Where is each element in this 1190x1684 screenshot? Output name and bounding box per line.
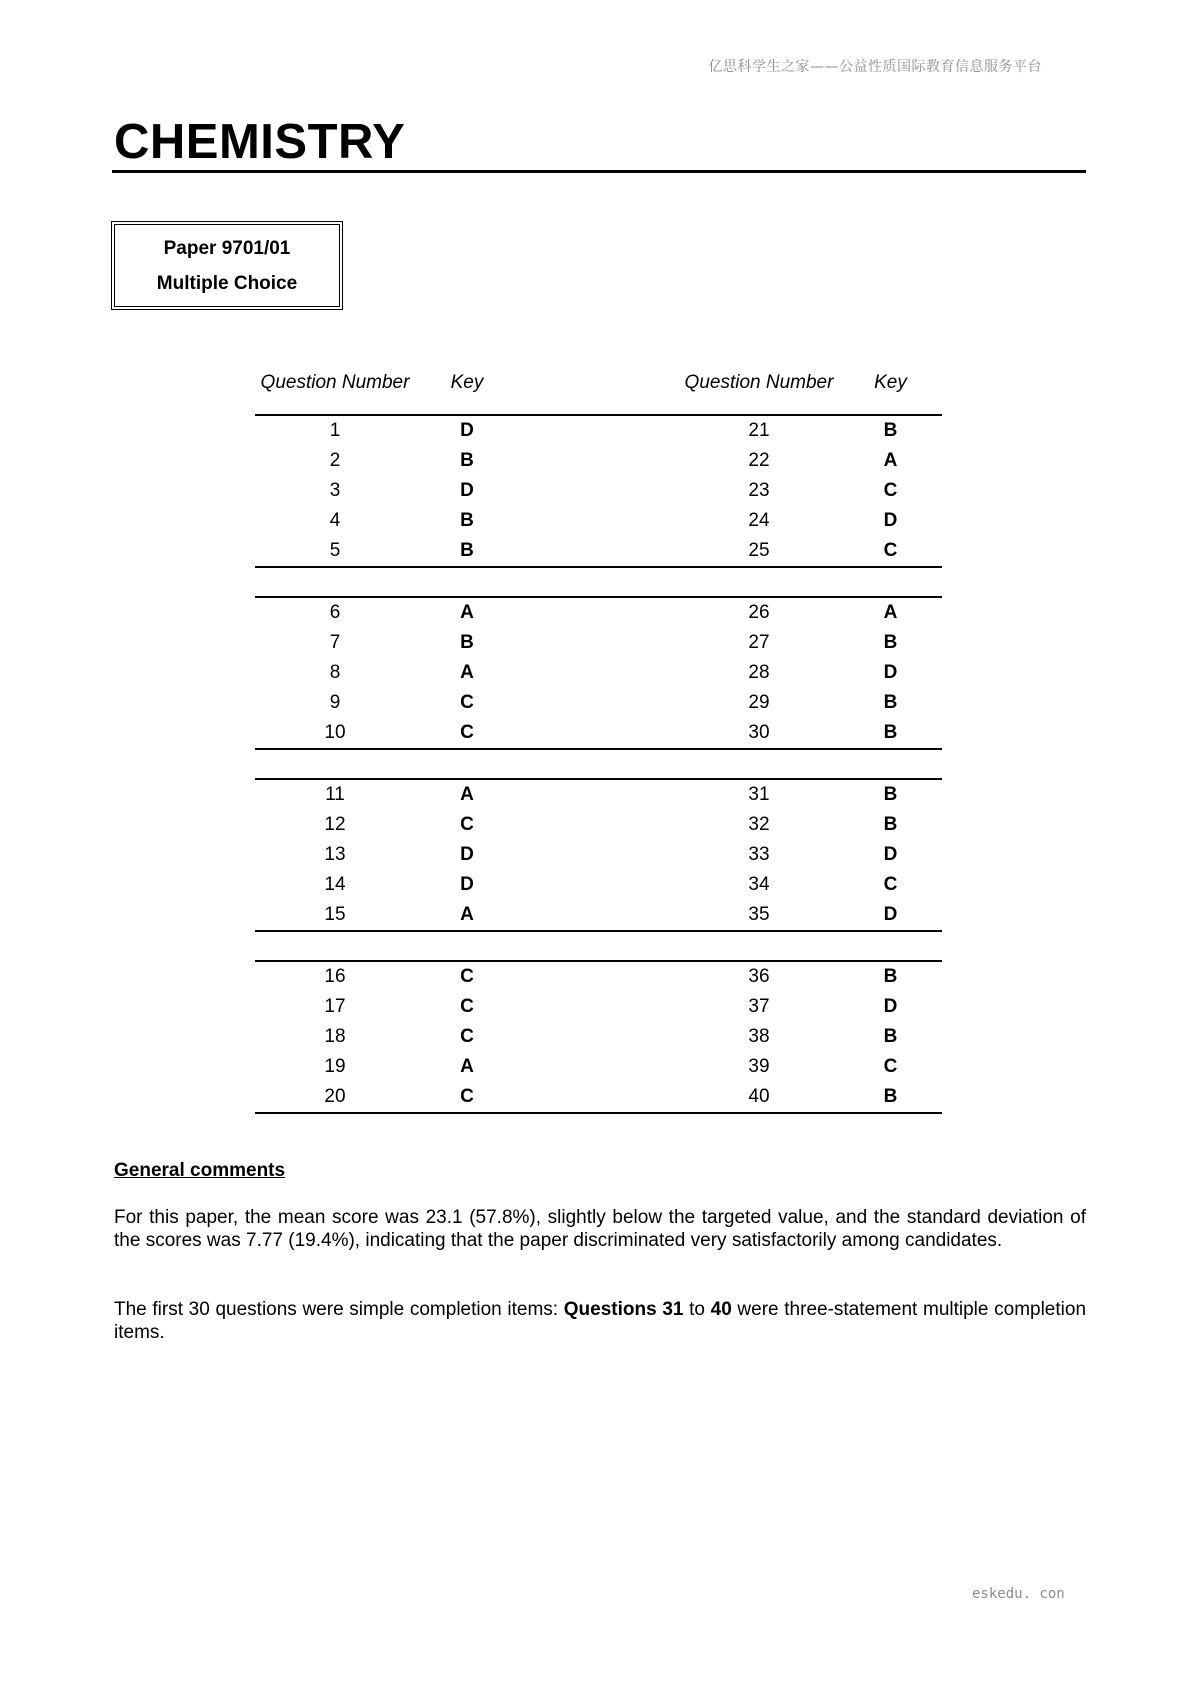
- question-number-cell: 33: [748, 844, 770, 865]
- spacer-cell: [519, 597, 679, 628]
- spacer-cell: [519, 718, 679, 749]
- watermark-footer: eskedu. con: [972, 1586, 1065, 1602]
- question-number-cell: 5: [255, 536, 415, 567]
- answer-key-cell: D: [883, 510, 898, 531]
- column-header-question-number: Question Number: [255, 350, 415, 415]
- answer-key-cell: C: [415, 961, 519, 992]
- question-number-cell: 37: [748, 996, 770, 1017]
- spacer-cell: [519, 900, 679, 931]
- spacer-cell: [519, 476, 679, 506]
- watermark-header: 亿思科学生之家——公益性质国际教育信息服务平台: [708, 59, 1042, 75]
- general-comments-heading: General comments: [114, 1160, 286, 1181]
- paper-info-box: [111, 221, 343, 310]
- group-separator: [255, 749, 942, 779]
- answer-key-cell: D: [460, 420, 474, 441]
- spacer-cell: [519, 1022, 679, 1052]
- answer-key-cell: B: [883, 420, 898, 441]
- spacer-cell: [519, 870, 679, 900]
- answer-key-cell: C: [460, 814, 474, 835]
- table-row: [255, 1082, 942, 1113]
- table-row: [255, 810, 942, 840]
- table-row: [255, 476, 942, 506]
- table-row: [255, 961, 942, 992]
- question-number-cell: 4: [329, 510, 341, 531]
- answer-key-cell: C: [415, 718, 519, 749]
- paper-type: Multiple Choice: [156, 273, 298, 294]
- answer-key-cell: C: [883, 1056, 898, 1077]
- question-number-cell: 21: [748, 420, 770, 441]
- column-header-question-number: Question Number: [679, 350, 839, 415]
- table-row: [255, 688, 942, 718]
- question-number-cell: 36: [679, 961, 839, 992]
- question-number-cell: 2: [329, 450, 341, 471]
- spacer-cell: [519, 628, 679, 658]
- column-spacer: [519, 350, 679, 415]
- column-header-key: Key: [839, 350, 942, 415]
- answer-key-cell: A: [883, 450, 898, 471]
- answer-key-cell: D: [883, 844, 898, 865]
- spacer-cell: [519, 992, 679, 1022]
- answer-key-cell: D: [839, 900, 942, 931]
- question-number-cell: 11: [255, 779, 415, 810]
- table-row: [255, 1022, 942, 1052]
- paragraph-bold-text: Questions 31: [563, 1299, 684, 1320]
- question-number-cell: 10: [255, 718, 415, 749]
- question-number-cell: 19: [324, 1056, 346, 1077]
- spacer-cell: [519, 658, 679, 688]
- title-divider: [112, 170, 1086, 173]
- spacer-cell: [519, 446, 679, 476]
- spacer-cell: [519, 1082, 679, 1113]
- answer-key-cell: B: [839, 1082, 942, 1113]
- paragraph-text: to: [683, 1299, 711, 1320]
- table-row: [255, 900, 942, 931]
- answer-key-cell: D: [883, 996, 898, 1017]
- question-number-cell: 30: [679, 718, 839, 749]
- spacer-cell: [519, 779, 679, 810]
- answer-key-cell: C: [460, 996, 474, 1017]
- table-row: [255, 992, 942, 1022]
- answer-key-cell: B: [460, 632, 474, 653]
- comment-paragraph-2: [114, 1298, 1086, 1344]
- spacer-cell: [519, 506, 679, 536]
- answer-key-cell: A: [415, 779, 519, 810]
- question-number-cell: 14: [324, 874, 346, 895]
- column-header-key: Key: [415, 350, 519, 415]
- answer-key-cell: D: [883, 662, 898, 683]
- question-number-cell: 3: [329, 480, 341, 501]
- question-number-cell: 8: [329, 662, 341, 683]
- answer-key-cell: A: [415, 900, 519, 931]
- question-number-cell: 32: [748, 814, 770, 835]
- group-separator: [255, 567, 942, 597]
- table-row: [255, 536, 942, 567]
- answer-key-cell: B: [460, 510, 474, 531]
- answer-key-cell: A: [460, 662, 474, 683]
- answer-key-cell: B: [839, 718, 942, 749]
- table-row: [255, 870, 942, 900]
- answer-key-cell: B: [883, 1026, 898, 1047]
- paragraph-text: were three-statement multiple completion items.: [114, 1299, 1087, 1343]
- question-number-cell: 17: [324, 996, 346, 1017]
- spacer-cell: [519, 840, 679, 870]
- question-number-cell: 18: [324, 1026, 346, 1047]
- question-number-cell: 28: [748, 662, 770, 683]
- page-title: CHEMISTRY: [114, 115, 406, 169]
- question-number-cell: 40: [679, 1082, 839, 1113]
- question-number-cell: 27: [748, 632, 770, 653]
- answer-key-cell: B: [839, 961, 942, 992]
- answer-key-cell: C: [460, 692, 474, 713]
- table-row: [255, 658, 942, 688]
- answer-key-cell: C: [415, 1082, 519, 1113]
- answer-key-body: [255, 415, 942, 1113]
- question-number-cell: 25: [679, 536, 839, 567]
- table-row: [255, 446, 942, 476]
- question-number-cell: 38: [748, 1026, 770, 1047]
- paragraph-bold-text: 40: [710, 1299, 732, 1320]
- spacer-cell: [519, 415, 679, 446]
- question-number-cell: 1: [329, 420, 341, 441]
- answer-key-cell: C: [839, 536, 942, 567]
- table-row: [255, 779, 942, 810]
- question-number-cell: 31: [679, 779, 839, 810]
- question-number-cell: 6: [255, 597, 415, 628]
- spacer-cell: [519, 961, 679, 992]
- question-number-cell: 34: [748, 874, 770, 895]
- question-number-cell: 29: [748, 692, 770, 713]
- question-number-cell: 15: [255, 900, 415, 931]
- answer-key-cell: C: [883, 480, 898, 501]
- question-number-cell: 35: [679, 900, 839, 931]
- answer-key-cell: D: [460, 874, 474, 895]
- comment-paragraph-1: For this paper, the mean score was 23.1 (57.8%), slightly below the targeted value, and the standard deviation of the scores was 7.77 (19.4%), indicating that the paper discriminated very satisfactorily among candidates.: [114, 1207, 1086, 1251]
- table-row: [255, 1052, 942, 1082]
- paper-code: Paper 9701/01: [163, 238, 291, 259]
- spacer-cell: [519, 536, 679, 567]
- spacer-cell: [519, 810, 679, 840]
- answer-key-cell: C: [883, 874, 898, 895]
- answer-key-cell: B: [883, 632, 898, 653]
- table-row: [255, 415, 942, 446]
- answer-key-cell: A: [415, 597, 519, 628]
- table-header-row: [255, 350, 942, 415]
- question-number-cell: 23: [748, 480, 770, 501]
- answer-key-cell: B: [415, 536, 519, 567]
- table-row: [255, 597, 942, 628]
- answer-key-cell: B: [460, 450, 474, 471]
- question-number-cell: 24: [748, 510, 770, 531]
- paragraph-text: The first 30 questions were simple completion items:: [114, 1299, 564, 1320]
- question-number-cell: 39: [748, 1056, 770, 1077]
- table-row: [255, 840, 942, 870]
- question-number-cell: 22: [748, 450, 770, 471]
- question-number-cell: 7: [329, 632, 341, 653]
- answer-key-cell: D: [460, 844, 474, 865]
- answer-key-cell: A: [460, 1056, 474, 1077]
- spacer-cell: [519, 688, 679, 718]
- spacer-cell: [519, 1052, 679, 1082]
- question-number-cell: 16: [255, 961, 415, 992]
- table-row: [255, 628, 942, 658]
- answer-key-cell: C: [460, 1026, 474, 1047]
- answer-key-cell: D: [460, 480, 474, 501]
- answer-key-cell: B: [883, 692, 898, 713]
- answer-key-table: [255, 350, 942, 1114]
- answer-key-cell: B: [883, 814, 898, 835]
- question-number-cell: 12: [324, 814, 346, 835]
- table-row: [255, 506, 942, 536]
- table-row: [255, 718, 942, 749]
- question-number-cell: 13: [324, 844, 346, 865]
- question-number-cell: 9: [329, 692, 341, 713]
- answer-key-cell: B: [839, 779, 942, 810]
- answer-key-cell: A: [839, 597, 942, 628]
- group-separator: [255, 931, 942, 961]
- question-number-cell: 26: [679, 597, 839, 628]
- question-number-cell: 20: [255, 1082, 415, 1113]
